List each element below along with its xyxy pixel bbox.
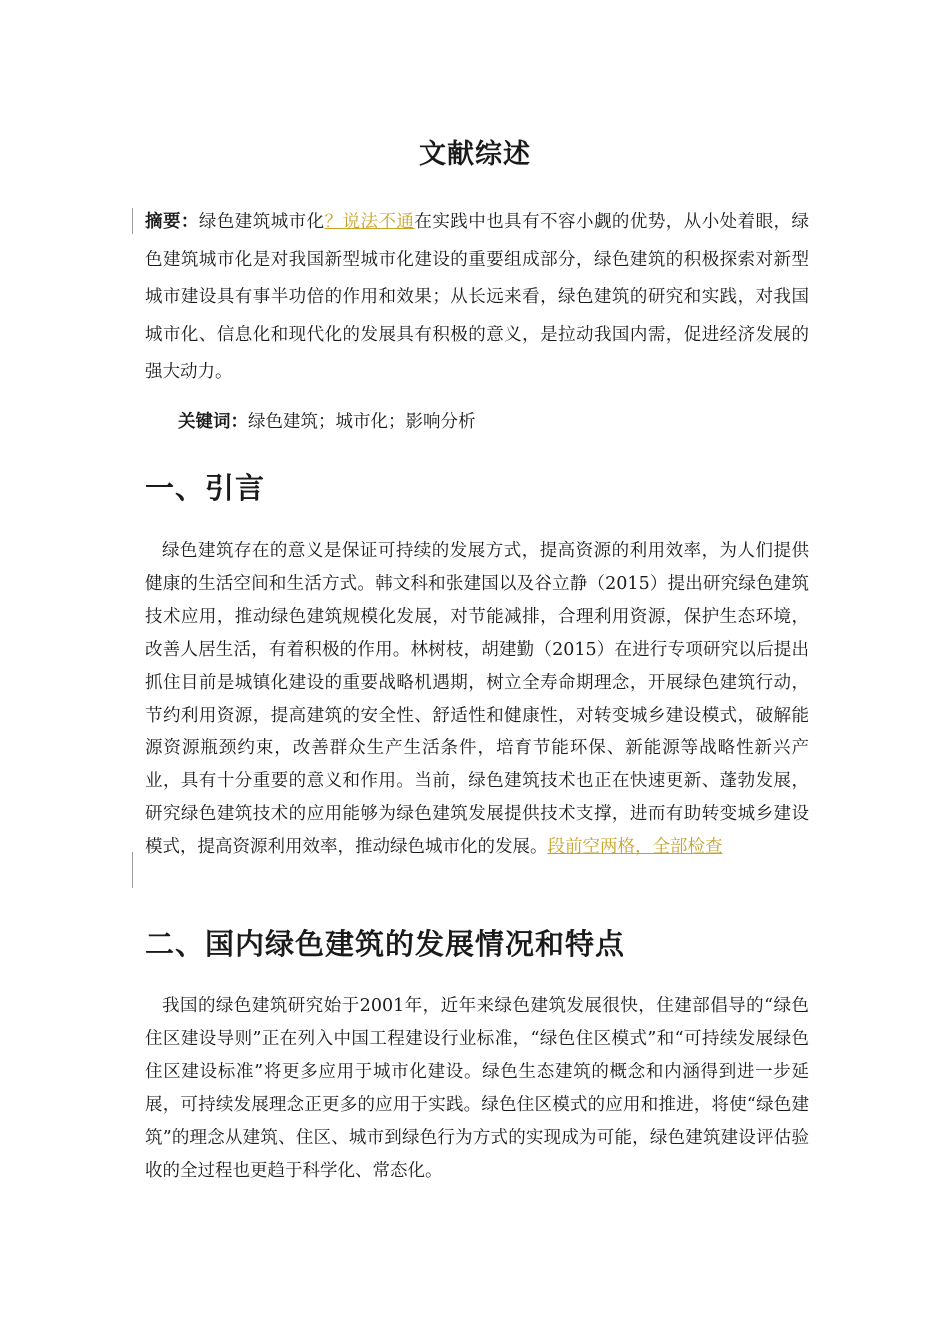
section-heading-introduction: 一、引言	[145, 471, 266, 505]
revision-change-bar-2	[132, 852, 133, 888]
review-comment[interactable]: ？说法不通	[324, 212, 415, 232]
abstract-text-start: 绿色建筑城市化	[198, 212, 325, 232]
domestic-development-paragraph: 我国的绿色建筑研究始于2001年，近年来绿色建筑发展很快，住建部倡导的“绿色住区建设导则”正在列入中国工程建设行业标准，“绿色住区模式”和“可持续发展绿色住区建设标准”将更多应用于城市化建设。绿色生态建筑的概念和内涵得到进一步延展，可持续发展理念正更多的应用于实践。绿色住区模式的应用和推进，将使“绿色建筑”的理念从建筑、住区、城市到绿色行为方式的实现成为可能，绿色建筑建设评估验收的全过程也更趋于科学化、常态化。	[145, 996, 809, 1181]
revision-change-bar	[132, 208, 133, 234]
introduction-text: 绿色建筑存在的意义是保证可持续的发展方式，提高资源的利用效率，为人们提供健康的生活空间和生活方式。韩文科和张建国以及谷立静（2015）提出研究绿色建筑技术应用，推动绿色建筑规模化发展，对节能减排，合理利用资源，保护生态环境，改善人居生活，有着积极的作用。林树枝，胡建勤（2015）在进行专项研究以后提出抓住目前是城镇化建设的重要战略机遇期，树立全寿命期理念，开展绿色建筑行动，节约利用资源，提高建筑的安全性、舒适性和健康性，对转变城乡建设模式，破解能源资源瓶颈约束，改善群众生产生活条件，培育节能环保、新能源等战略性新兴产业，具有十分重要的意义和作用。当前，绿色建筑技术也正在快速更新、蓬勃发展，研究绿色建筑技术的应用能够为绿色建筑发展提供技术支撑，进而有助转变城乡建设模式，提高资源利用效率，推动绿色城市化的发展。	[145, 541, 809, 858]
keywords-line	[178, 404, 476, 441]
introduction-paragraph	[145, 535, 809, 864]
abstract-label: 摘要：	[145, 212, 199, 232]
section-heading-domestic-development: 二、国内绿色建筑的发展情况和特点	[145, 927, 626, 961]
keywords-label: 关键词：	[178, 412, 248, 432]
abstract-paragraph	[145, 204, 809, 392]
keywords-text: 绿色建筑；城市化；影响分析	[248, 412, 476, 432]
abstract-text-rest: 在实践中也具有不容小觑的优势，从小处着眼，绿色建筑城市化是对我国新型城市化建设的重要组成部分，绿色建筑的积极探索对新型城市建设具有事半功倍的作用和效果；从长远来看，绿色建筑的研究和实践，对我国城市化、信息化和现代化的发展具有积极的意义，是拉动我国内需，促进经济发展的强大动力。	[145, 212, 810, 382]
review-comment-indent[interactable]: 段前空两格，全部检查	[547, 837, 723, 858]
document-title: 文献综述	[419, 139, 531, 170]
